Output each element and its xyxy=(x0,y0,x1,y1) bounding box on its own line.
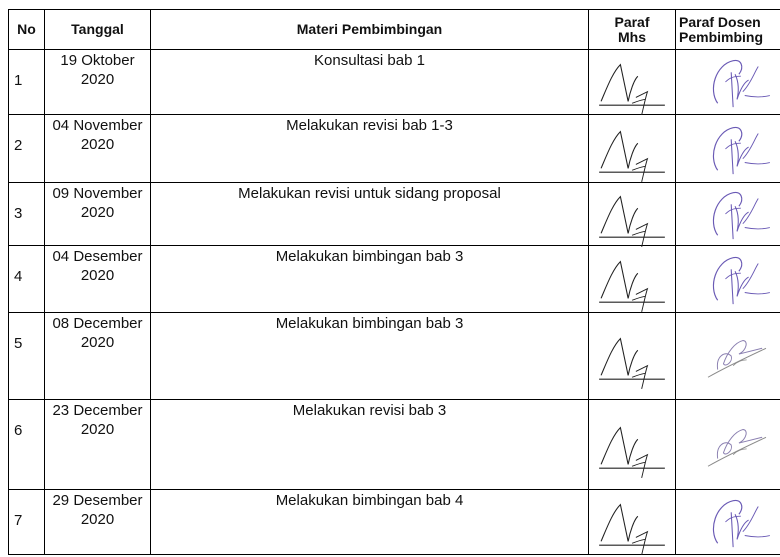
lecturer-signature-image xyxy=(698,416,776,474)
lecturer-signature-cell xyxy=(676,313,780,400)
row-date-day: 29 Desember xyxy=(45,491,150,510)
lecturer-signature-image xyxy=(698,53,776,111)
row-material: Melakukan bimbingan bab 3 xyxy=(151,246,589,313)
lecturer-signature-cell xyxy=(676,490,780,555)
row-no-cell xyxy=(9,313,45,400)
row-no-cell xyxy=(9,115,45,183)
lecturer-signature-cell xyxy=(676,183,780,246)
table-row xyxy=(9,183,780,246)
row-date-year: 2020 xyxy=(45,333,150,352)
row-no-cell xyxy=(9,183,45,246)
guidance-log-table xyxy=(8,9,780,555)
row-date-cell xyxy=(45,400,151,490)
header-material-label: Materi Pembimbingan xyxy=(297,21,442,37)
row-date-cell xyxy=(45,115,151,183)
row-no: 3 xyxy=(14,205,44,222)
row-material: Melakukan revisi untuk sidang proposal xyxy=(151,183,589,246)
student-signature-cell xyxy=(589,400,676,490)
row-no: 4 xyxy=(14,268,44,285)
header-no-label: No xyxy=(17,21,36,37)
row-no-cell xyxy=(9,50,45,115)
header-date xyxy=(45,10,151,50)
row-date-year: 2020 xyxy=(45,420,150,439)
row-no: 2 xyxy=(14,137,44,154)
header-lecturer-sign-line2: Pembimbing xyxy=(679,30,780,45)
header-lecturer-sign xyxy=(676,10,780,50)
row-date-day: 08 December xyxy=(45,314,150,333)
header-material xyxy=(151,10,589,50)
student-signature-cell xyxy=(589,115,676,183)
lecturer-signature-image xyxy=(698,250,776,308)
row-no-cell xyxy=(9,246,45,313)
row-material: Konsultasi bab 1 xyxy=(151,50,589,115)
student-signature-image xyxy=(593,125,671,183)
header-student-sign xyxy=(589,10,676,50)
table-row xyxy=(9,50,780,115)
lecturer-signature-cell xyxy=(676,400,780,490)
row-material: Melakukan bimbingan bab 3 xyxy=(151,313,589,400)
row-material: Melakukan revisi bab 3 xyxy=(151,400,589,490)
row-date-day: 04 Desember xyxy=(45,247,150,266)
table-row xyxy=(9,115,780,183)
lecturer-signature-cell xyxy=(676,115,780,183)
row-no: 5 xyxy=(14,335,44,352)
student-signature-image xyxy=(593,191,671,249)
lecturer-signature-image xyxy=(698,120,776,178)
table-row xyxy=(9,313,780,400)
row-material: Melakukan bimbingan bab 4 xyxy=(151,490,589,555)
lecturer-signature-cell xyxy=(676,246,780,313)
student-signature-cell xyxy=(589,246,676,313)
table-row xyxy=(9,400,780,490)
row-date-year: 2020 xyxy=(45,135,150,154)
student-signature-cell xyxy=(589,183,676,246)
lecturer-signature-cell xyxy=(676,50,780,115)
student-signature-cell xyxy=(589,313,676,400)
student-signature-image xyxy=(593,333,671,391)
header-student-sign-line1: Paraf xyxy=(589,15,675,30)
row-date-cell xyxy=(45,246,151,313)
table-row xyxy=(9,490,780,555)
row-no-cell xyxy=(9,490,45,555)
student-signature-image xyxy=(593,256,671,314)
row-date-cell xyxy=(45,50,151,115)
student-signature-image xyxy=(593,59,671,117)
lecturer-signature-image xyxy=(698,493,776,551)
student-signature-image xyxy=(593,421,671,479)
header-date-label: Tanggal xyxy=(71,21,124,37)
lecturer-signature-image xyxy=(698,185,776,243)
row-no: 7 xyxy=(14,512,44,529)
row-no: 6 xyxy=(14,422,44,439)
row-date-day: 04 November xyxy=(45,116,150,135)
row-date-cell xyxy=(45,313,151,400)
header-student-sign-line2: Mhs xyxy=(589,30,675,45)
lecturer-signature-image xyxy=(698,327,776,385)
student-signature-cell xyxy=(589,490,676,555)
header-row xyxy=(9,10,780,50)
row-date-year: 2020 xyxy=(45,266,150,285)
row-date-cell xyxy=(45,490,151,555)
student-signature-image xyxy=(593,499,671,557)
row-no: 1 xyxy=(14,72,44,89)
table-row xyxy=(9,246,780,313)
row-date-day: 19 Oktober xyxy=(45,51,150,70)
row-date-year: 2020 xyxy=(45,203,150,222)
header-lecturer-sign-line1: Paraf Dosen xyxy=(679,15,780,30)
row-no-cell xyxy=(9,400,45,490)
row-date-day: 23 December xyxy=(45,401,150,420)
row-date-day: 09 November xyxy=(45,184,150,203)
row-date-cell xyxy=(45,183,151,246)
row-date-year: 2020 xyxy=(45,70,150,89)
header-no xyxy=(9,10,45,50)
row-material: Melakukan revisi bab 1-3 xyxy=(151,115,589,183)
student-signature-cell xyxy=(589,50,676,115)
row-date-year: 2020 xyxy=(45,510,150,529)
